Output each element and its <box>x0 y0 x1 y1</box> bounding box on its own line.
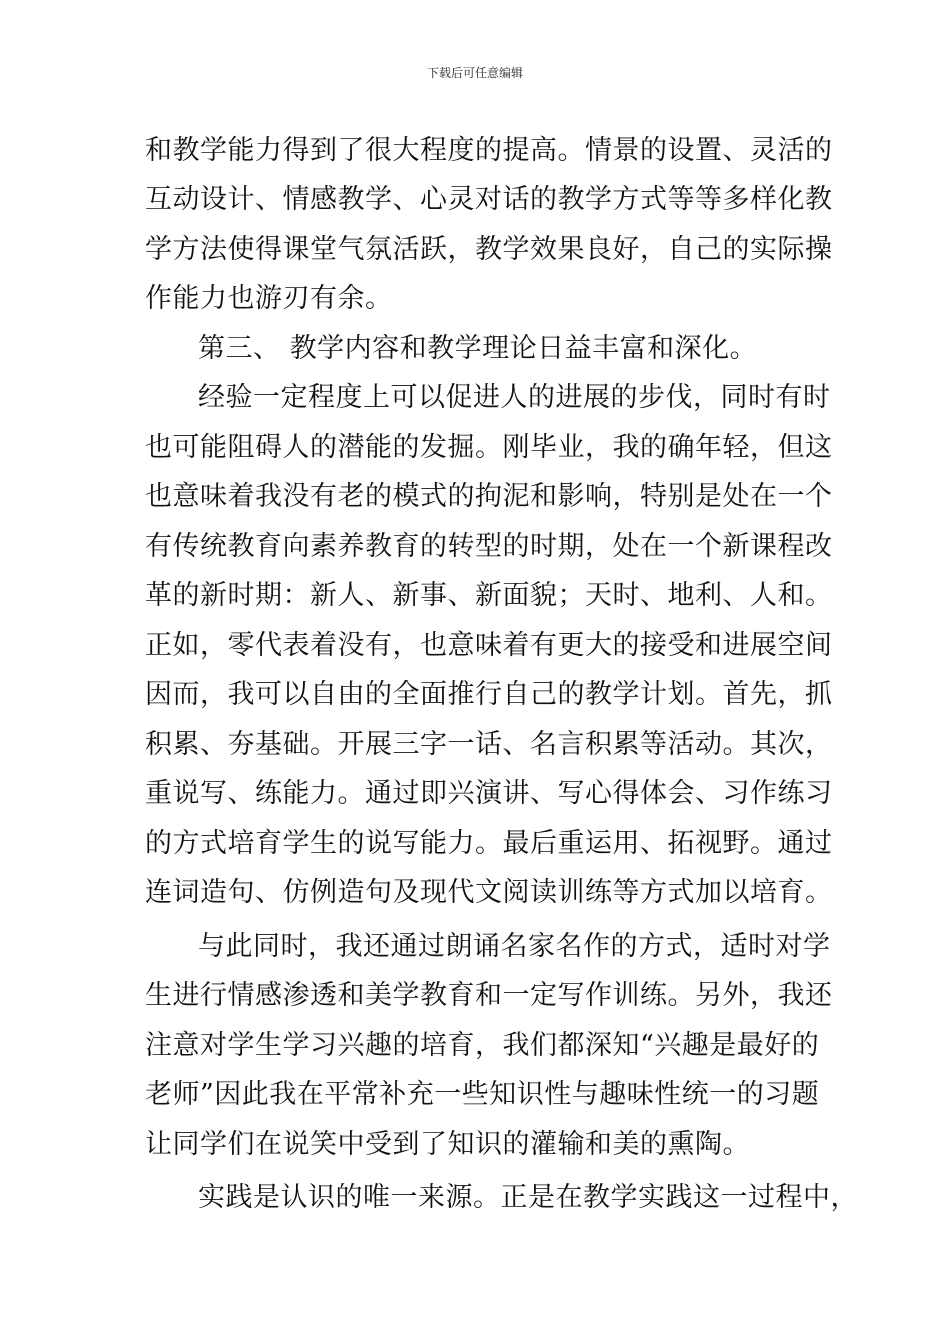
text-line: 也意味着我没有老的模式的拘泥和影响，特别是处在一个 <box>145 481 833 512</box>
text-line: 连词造句、仿例造句及现代文阅读训练等方式加以培育。 <box>145 877 833 908</box>
page-header: 下载后可任意编辑 <box>426 66 523 80</box>
text-line: 积累、夯基础。开展三字一话、名言积累等活动。其次， <box>145 729 833 760</box>
text-line: 老师”因此我在平常补充一些知识性与趣味性统一的习题 <box>145 1079 820 1110</box>
paragraph-start-line: 与此同时，我还通过朗诵名家名作的方式，适时对学 <box>198 931 831 962</box>
text-line: 注意对学生学习兴趣的培育，我们都深知“兴趣是最好的 <box>145 1030 820 1061</box>
text-line: 也可能阻碍人的潜能的发掘。刚毕业，我的确年轻，但这 <box>145 432 833 463</box>
text-line: 的方式培育学生的说写能力。最后重运用、拓视野。通过 <box>145 828 833 859</box>
text-line: 学方法使得课堂气氛活跃，教学效果良好，自己的实际操 <box>145 234 833 265</box>
paragraph-start-line: 经验一定程度上可以促进人的进展的步伐，同时有时 <box>198 382 831 413</box>
text-line: 革的新时期：新人、新事、新面貌；天时、地利、人和。 <box>145 580 833 611</box>
paragraph-start-line: 实践是认识的唯一来源。正是在教学实践这一过程中， <box>198 1182 858 1213</box>
text-line: 作能力也游刃有余。 <box>145 283 393 314</box>
text-line: 生进行情感渗透和美学教育和一定写作训练。另外，我还 <box>145 980 833 1011</box>
text-line: 和教学能力得到了很大程度的提高。情景的设置、灵活的 <box>145 135 833 166</box>
text-line: 有传统教育向素养教育的转型的时期，处在一个新课程改 <box>145 531 833 562</box>
text-line: 正如，零代表着没有，也意味着有更大的接受和进展空间 <box>145 630 833 661</box>
text-line: 让同学们在说笑中受到了知识的灌输和美的熏陶。 <box>145 1129 750 1160</box>
text-line: 重说写、练能力。通过即兴演讲、写心得体会、习作练习 <box>145 778 833 809</box>
section-heading: 第三、 教学内容和教学理论日益丰富和深化。 <box>198 333 758 364</box>
text-line: 互动设计、情感教学、心灵对话的教学方式等等多样化教 <box>145 184 833 215</box>
text-line: 因而，我可以自由的全面推行自己的教学计划。首先，抓 <box>145 679 833 710</box>
